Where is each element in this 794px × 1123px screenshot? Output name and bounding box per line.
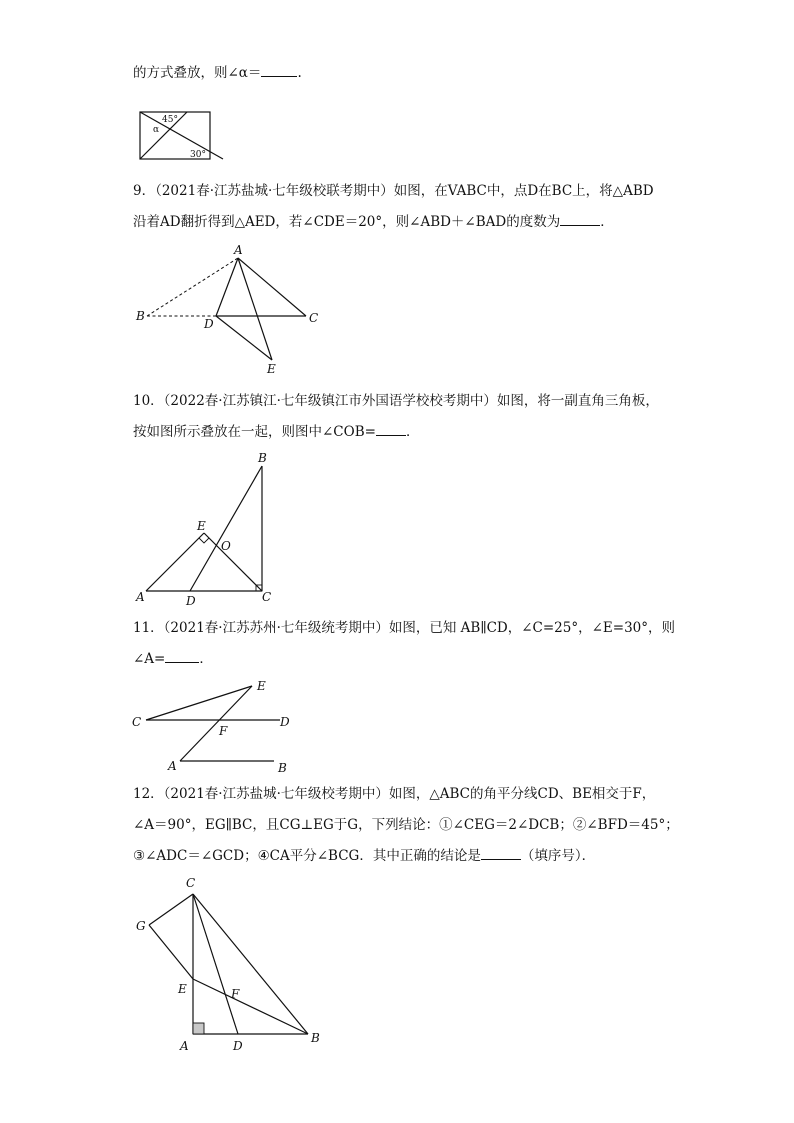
q9-segment-BA (147, 258, 238, 316)
q10-text-end: ． (405, 424, 420, 440)
q10-figure (130, 448, 280, 608)
q11-text: ∠A= (133, 651, 166, 667)
q12-label-C: C (186, 876, 196, 890)
q11-label-A: A (168, 759, 177, 773)
q9-text: 沿着AD翻折得到△AED，若∠CDE＝20°，则∠ABD＋∠BAD的度数为 (133, 214, 561, 230)
q12-text: ③∠ADC＝∠GCD；④CA平分∠BCG．其中正确的结论是 (133, 848, 481, 864)
q12-answer-blank[interactable] (481, 847, 521, 860)
q10-label-C: C (262, 590, 272, 604)
q9-label-D: D (204, 317, 214, 331)
q8-text: 的方式叠放，则∠α＝ (133, 65, 262, 81)
q12-text-end: （填序号）． (520, 848, 596, 864)
q9-segment-DE (216, 316, 272, 360)
q10-label-B: B (258, 451, 267, 465)
q10-label-O: O (221, 539, 231, 553)
q8-label-45: 45° (162, 115, 178, 125)
q9-label-B: B (136, 309, 145, 323)
q12-text-line-1: 12．（2021春·江苏盐城·七年级校考期中）如图，△ABC的角平分线CD、BE相交于F， (133, 786, 656, 802)
q11-label-F: F (219, 724, 228, 738)
q8-answer-blank[interactable] (261, 64, 297, 77)
q12-segment-GE (149, 925, 193, 979)
q9-text-end: ． (600, 214, 614, 230)
q10-text: 按如图所示叠放在一起，则图中∠COB= (133, 424, 376, 440)
q12-segment-CB (193, 894, 308, 1034)
q8-text-end: . (297, 65, 302, 81)
q12-segment-EB (193, 979, 308, 1034)
q11-figure (128, 676, 298, 776)
q9-label-E: E (267, 362, 276, 376)
q12-label-A: A (180, 1039, 189, 1053)
q8-figure (137, 110, 227, 162)
q12-text-line-3 (133, 847, 595, 865)
q8-label-alpha: α (153, 125, 160, 135)
q9-text-line-2 (133, 213, 614, 231)
q9-text-line-1: 9．（2021春·江苏盐城·七年级校联考期中）如图，在VABC中，点D在BC上，将△ABD (133, 183, 654, 199)
q12-label-F: F (231, 987, 240, 1001)
q10-label-A: A (136, 590, 145, 604)
q9-segment-AE (238, 258, 272, 360)
q11-text-line-1: 11．（2021春·江苏苏州·七年级统考期中）如图，已知 AB∥CD，∠C=25°，∠E=30°，则 (133, 620, 676, 636)
q11-answer-blank[interactable] (165, 650, 199, 663)
q10-label-D: D (186, 594, 196, 608)
q10-segment-EC (204, 533, 262, 591)
q9-figure (130, 240, 330, 380)
q9-label-C: C (309, 311, 319, 325)
q9-label-A: A (234, 243, 243, 257)
q12-label-G: G (136, 919, 146, 933)
q10-answer-blank[interactable] (376, 423, 406, 436)
q10-text-line-2 (133, 423, 419, 441)
q12-segment-CD (193, 894, 238, 1034)
q11-label-C: C (132, 715, 142, 729)
q12-text-line-2: ∠A＝90°，EG∥BC，且CG⊥EG于G，下列结论：①∠CEG＝2∠DCB；②∠BFD＝45°； (133, 817, 679, 833)
q9-answer-blank[interactable] (560, 213, 600, 226)
q12-label-E: E (178, 982, 187, 996)
q11-label-B: B (278, 761, 287, 775)
q12-label-B: B (311, 1031, 320, 1045)
q12-segment-GC (149, 894, 193, 925)
q12-label-D: D (233, 1039, 243, 1053)
q10-right-angle-E (199, 538, 209, 543)
q8-text-line (133, 64, 302, 82)
q10-text-line-1: 10．（2022春·江苏镇江·七年级镇江市外国语学校校考期中）如图，将一副直角三角板， (133, 393, 659, 409)
q12-right-angle-A (193, 1023, 204, 1034)
q11-label-D: D (280, 715, 290, 729)
q9-segment-AD (216, 258, 238, 316)
q10-label-E: E (197, 519, 206, 533)
q8-label-30: 30° (190, 150, 206, 160)
q11-label-E: E (257, 679, 266, 693)
q11-text-line-2 (133, 650, 213, 668)
q11-text-end: ． (199, 651, 213, 667)
q12-figure (130, 870, 330, 1060)
